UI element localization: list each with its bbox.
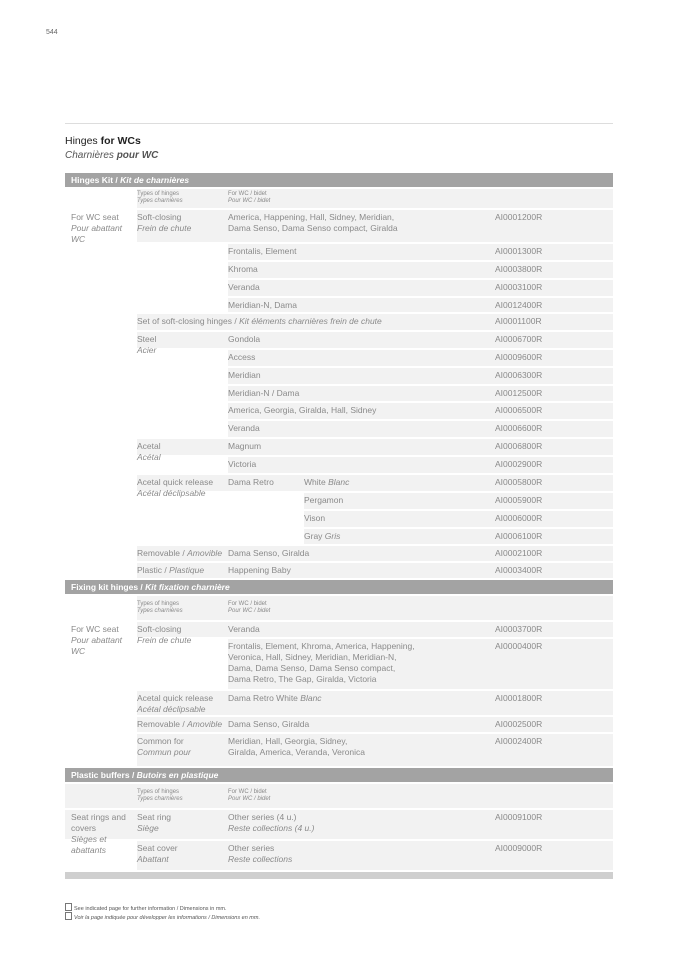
- col-header-types: Types of hinges: [137, 789, 180, 795]
- hinge-type-fr: Abattant: [137, 854, 169, 864]
- product-code: AI0000400R: [495, 641, 543, 651]
- product-code: AI0006600R: [495, 423, 543, 433]
- table-row: [65, 298, 613, 312]
- product-code: AI0003700R: [495, 624, 543, 634]
- model-list: Frontalis, Element: [228, 246, 297, 256]
- title-normal: Hinges: [65, 135, 101, 147]
- divider: [65, 123, 613, 124]
- table-row: [65, 439, 613, 462]
- table-row: [65, 493, 613, 509]
- page-title: [65, 135, 141, 147]
- product-code: AI0005800R: [495, 477, 543, 487]
- table-row: [65, 244, 613, 260]
- column-header-row: [65, 784, 613, 808]
- model-list-fr: Reste collections: [228, 854, 293, 864]
- product-code: AI0001800R: [495, 693, 543, 703]
- col-header-for-fr: Pour WC / bidet: [228, 608, 271, 614]
- table-row: [65, 457, 613, 473]
- table-row: [65, 691, 613, 715]
- row-group-label-fr: Pour abattant: [71, 635, 123, 645]
- column-header-row: [65, 596, 613, 620]
- product-code: AI0006000R: [495, 513, 543, 523]
- model-list-cont: Dama, Dama Senso, Dama Senso compact,: [228, 663, 396, 673]
- product-code: AI0009100R: [495, 812, 543, 822]
- model-list-cont: Giralda, America, Veranda, Veronica: [228, 747, 366, 757]
- table-row: [65, 734, 613, 766]
- model-list: Dama Senso, Giralda: [228, 719, 310, 729]
- color-name: Pergamon: [304, 495, 344, 505]
- hinge-type: Acetal quick release: [137, 477, 214, 487]
- product-code: AI0001100R: [495, 316, 542, 326]
- hinge-type: Removable / Amovible: [137, 719, 223, 729]
- section-header-plastic-buffers: Plastic buffers / Butoirs en plastique: [65, 768, 613, 782]
- col-header-for: For WC / bidet: [228, 789, 267, 795]
- hinge-type: Soft-closing: [137, 624, 182, 634]
- model-list: Gondola: [228, 334, 261, 344]
- model-list-fr: Reste collections (4 u.): [228, 823, 315, 833]
- hinge-type: Common for: [137, 736, 184, 746]
- model-list: Meridian-N, Dama: [228, 300, 297, 310]
- model-list: Veranda: [228, 624, 260, 634]
- model-list-cont: Veronica, Hall, Sidney, Meridian, Meridian-N,: [228, 652, 397, 662]
- subtitle-normal: Charnières: [65, 150, 117, 161]
- model-list: Magnum: [228, 441, 262, 451]
- model-list: Dama Retro White Blanc: [228, 693, 322, 703]
- hinge-type-fr: Acétal déclipsable: [137, 704, 206, 714]
- model-list: Veranda: [228, 423, 260, 433]
- product-code: AI0003800R: [495, 264, 543, 274]
- model-list-cont: Dama Retro, The Gap, Giralda, Victoria: [228, 674, 377, 684]
- table-row: [65, 280, 613, 296]
- product-code: AI0009000R: [495, 843, 543, 853]
- table-row: [65, 314, 613, 330]
- row-group-label-fr2: abattants: [71, 845, 106, 855]
- table-row: [65, 841, 613, 870]
- col-header-types-fr: Types charnières: [137, 608, 183, 614]
- title-bold: for WCs: [100, 135, 141, 147]
- table-row: [65, 262, 613, 278]
- model-list: Other series (4 u.): [228, 812, 297, 822]
- hinge-type: Removable / Amovible: [137, 548, 223, 558]
- model-list: Victoria: [228, 459, 257, 469]
- col-header-for-fr: Pour WC / bidet: [228, 198, 271, 204]
- product-code: AI0006500R: [495, 405, 543, 415]
- col-header-types: Types of hinges: [137, 601, 180, 607]
- table-row: [65, 386, 613, 401]
- model-list: Dama Retro: [228, 477, 274, 487]
- table-row: [65, 403, 613, 419]
- subtitle-bold: pour WC: [116, 150, 159, 161]
- color-name: Vison: [304, 513, 326, 523]
- product-code: AI0003100R: [495, 282, 543, 292]
- product-code: AI0002400R: [495, 736, 543, 746]
- table-row: [65, 332, 613, 355]
- section-title: Plastic buffers: [71, 770, 130, 780]
- table-row: [65, 421, 613, 437]
- product-code: AI0002100R: [495, 548, 543, 558]
- hinge-type-fr: Frein de chute: [137, 635, 192, 645]
- hinge-type-fr: Acétal: [137, 452, 161, 462]
- model-list: Access: [228, 352, 256, 362]
- section-header-fixing-kit: Fixing kit hinges / Kit fixation charnière: [65, 580, 613, 594]
- product-code: AI0002500R: [495, 719, 543, 729]
- footnote-fr: Voir la page indiquée pour développer les informations / Dimensions en mm.: [65, 912, 260, 921]
- product-code: AI0012400R: [495, 300, 543, 310]
- hinge-type: Seat cover: [137, 843, 178, 853]
- model-list: Khroma: [228, 264, 258, 274]
- hinge-type-fr: Acétal déclipsable: [137, 488, 206, 498]
- hinge-type-fr: Frein de chute: [137, 223, 192, 233]
- col-header-for: For WC / bidet: [228, 191, 267, 197]
- table-row: [65, 546, 613, 561]
- model-list: America, Georgia, Giralda, Hall, Sidney: [228, 405, 377, 415]
- table-row: [65, 717, 613, 732]
- column-header-row: [65, 189, 613, 208]
- table-row: [65, 475, 613, 498]
- product-code: AI0003400R: [495, 565, 543, 575]
- set-label: Set of soft-closing hinges / Kit éléments charnières frein de chute: [137, 316, 382, 326]
- model-list: America, Happening, Hall, Sidney, Meridian,: [228, 212, 395, 222]
- table-footer-bar: [65, 872, 613, 879]
- product-code: AI0001200R: [495, 212, 543, 222]
- row-group-label: For WC seat: [71, 624, 119, 634]
- section-title: Hinges Kit: [71, 175, 114, 185]
- table-row: [65, 639, 613, 689]
- row-group-label-fr: Sièges et: [71, 834, 107, 844]
- model-list-cont: Dama Senso, Dama Senso compact, Giralda: [228, 223, 398, 233]
- color-name: White Blanc: [304, 477, 350, 487]
- product-code: AI0005900R: [495, 495, 543, 505]
- table-row: [65, 511, 613, 527]
- hinge-type-fr: Commun pour: [137, 747, 191, 757]
- table-row: [65, 210, 613, 242]
- model-list: Meridian, Hall, Georgia, Sidney,: [228, 736, 348, 746]
- product-code: AI0012500R: [495, 388, 543, 398]
- product-code: AI0006800R: [495, 441, 543, 451]
- model-list: Dama Senso, Giralda: [228, 548, 310, 558]
- color-name: Gray Gris: [304, 531, 341, 541]
- col-header-for-fr: Pour WC / bidet: [228, 796, 271, 802]
- model-list: Meridian-N / Dama: [228, 388, 300, 398]
- page-subtitle: [65, 150, 158, 161]
- product-code: AI0006100R: [495, 531, 543, 541]
- product-code: AI0006300R: [495, 370, 543, 380]
- row-group-label: Seat rings and: [71, 812, 126, 822]
- model-list: Frontalis, Element, Khroma, America, Happening,: [228, 641, 415, 651]
- product-code: AI0002900R: [495, 459, 543, 469]
- hinges-table: [65, 173, 613, 879]
- table-row: [65, 350, 613, 366]
- model-list: Veranda: [228, 282, 260, 292]
- product-code: AI0009600R: [495, 352, 543, 362]
- product-code: AI0001300R: [495, 246, 543, 256]
- col-header-types: Types of hinges: [137, 191, 180, 197]
- table-row: [65, 563, 613, 578]
- hinge-type: Acetal: [137, 441, 161, 451]
- model-list: Meridian: [228, 370, 261, 380]
- hinge-type: Steel: [137, 334, 157, 344]
- page-number: 544: [46, 29, 58, 36]
- page-icon: [65, 912, 72, 920]
- row-group-label-fr2: WC: [71, 234, 86, 244]
- col-header-types-fr: Types charnières: [137, 198, 183, 204]
- hinge-type: Plastic / Plastique: [137, 565, 205, 575]
- section-header-hinges-kit: Hinges Kit / Kit de charnières: [65, 173, 613, 187]
- row-group-label-cont: covers: [71, 823, 97, 833]
- table-row: [65, 368, 613, 384]
- footnote-en: See indicated page for further information / Dimensions in mm.: [65, 903, 227, 912]
- hinge-type: Soft-closing: [137, 212, 182, 222]
- row-group-label-fr: Pour abattant: [71, 223, 123, 233]
- product-code: AI0006700R: [495, 334, 543, 344]
- section-title-fr: Kit de charnières: [120, 175, 190, 185]
- col-header-types-fr: Types charnières: [137, 796, 183, 802]
- row-group-label: For WC seat: [71, 212, 119, 222]
- hinge-type-fr: Acier: [137, 345, 157, 355]
- section-title-fr: Kit fixation charnière: [145, 582, 230, 592]
- hinge-type-fr: Siège: [137, 823, 159, 833]
- hinge-type: Acetal quick release: [137, 693, 214, 703]
- section-title-fr: Butoirs en plastique: [136, 770, 219, 780]
- hinge-type: Seat ring: [137, 812, 172, 822]
- model-list: Happening Baby: [228, 565, 291, 575]
- page-icon: [65, 903, 72, 911]
- row-group-label-fr2: WC: [71, 646, 86, 656]
- model-list: Other series: [228, 843, 275, 853]
- table-row: [65, 529, 613, 544]
- col-header-for: For WC / bidet: [228, 601, 267, 607]
- section-title: Fixing kit hinges: [71, 582, 139, 592]
